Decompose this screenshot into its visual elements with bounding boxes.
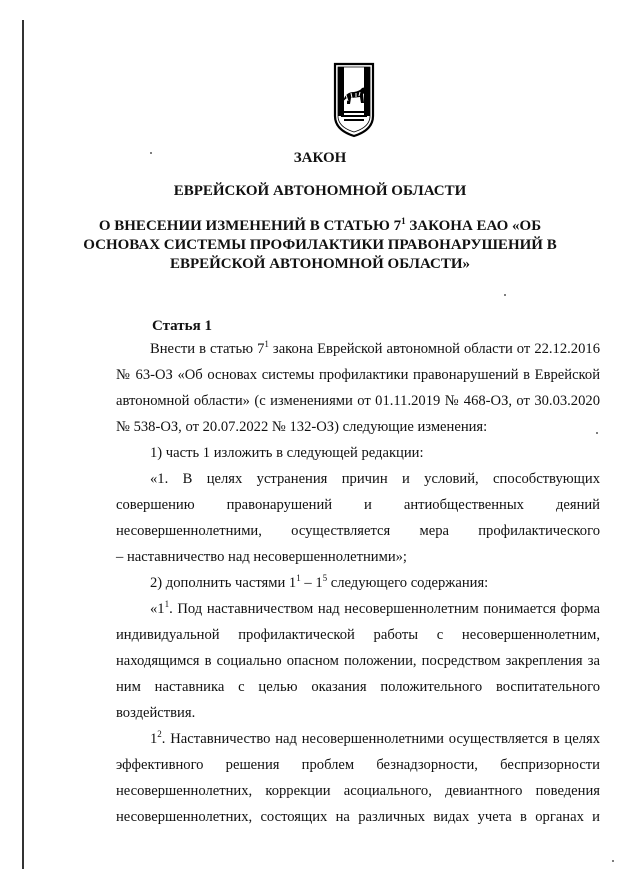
scan-edge-line bbox=[22, 20, 24, 869]
paragraph-item-1: 1) часть 1 изложить в следующей редакции: bbox=[150, 445, 424, 461]
scan-speck bbox=[612, 860, 614, 862]
region-heading: ЕВРЕЙСКОЙ АВТОНОМНОЙ ОБЛАСТИ bbox=[173, 183, 467, 199]
paragraph-part-1-2: $1^2$. Наставничество над несовершеннолетними осуществляется в целях эффективного решения проблем безнадзорности, беспризорности несовершеннолетних, коррекции асоциального, девиантного поведения несовершеннолетних, состоящих на различных видах учета в органах и bbox=[116, 729, 600, 825]
coat-of-arms-emblem bbox=[329, 60, 379, 138]
law-heading: ЗАКОН bbox=[293, 150, 347, 166]
law-title: О ВНЕСЕНИИ ИЗМЕНЕНИЙ В СТАТЬЮ $7^1$ ЗАКОНА ЕАО «ОБ ОСНОВАХ СИСТЕМЫ ПРОФИЛАКТИКИ ПРАВОНАРУШЕНИЙ В ЕВРЕЙСКОЙ АВТОНОМНОЙ ОБЛАСТИ» bbox=[83, 216, 557, 272]
paragraph-intro: Внести в статью $7^1$ закона Еврейской автономной области от 22.12.2016 № 63-ОЗ «Об основах системы профилактики правонарушений в Еврейской автономной области» (с изменениями от 01.11.2019 № 468-ОЗ, от 30.03.2020 № 538-ОЗ, от 20.07.2022 № 132-ОЗ) следующие изменения: bbox=[116, 339, 600, 435]
scan-speck bbox=[504, 294, 506, 296]
paragraph-part-1-1: «$1^1$. Под наставничеством над несовершеннолетним понимается форма индивидуальной профилактической работы с несовершеннолетним, находящимся в социально опасном положении, посредством закрепления за ним наставника с целью оказания положительного воспитательного воздействия. bbox=[116, 599, 600, 721]
paragraph-item-2: 2) дополнить частями $1^1 - 1^5$ следующего содержания: bbox=[150, 573, 489, 591]
paragraph-part-1-text: «1. В целях устранения причин и условий, способствующих совершению правонарушений и антиобщественных деяний несовершеннолетними, осуществляется мера профилактического – наставничество над несовершеннолетними»; bbox=[116, 471, 600, 565]
article-heading: Статья 1 bbox=[152, 318, 212, 334]
